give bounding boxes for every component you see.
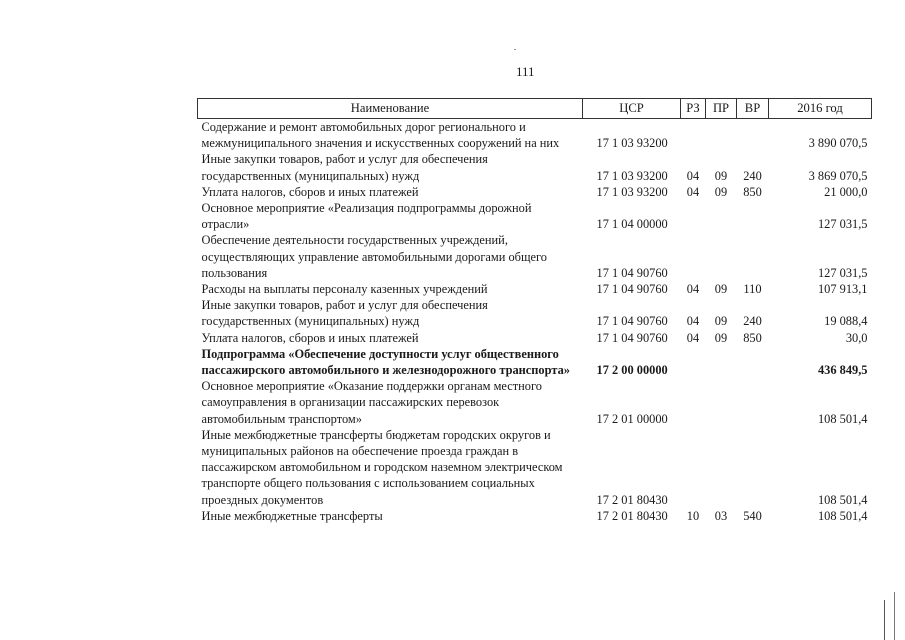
row-amount: 19 088,4 xyxy=(824,314,868,329)
row-vr xyxy=(737,378,769,427)
table-row xyxy=(198,297,872,329)
row-pr: 09 xyxy=(714,314,728,329)
row-name: Иные закупки товаров, работ и услуг для обеспечения государственных (муниципальных) нужд xyxy=(201,298,488,329)
row-rz xyxy=(681,232,706,281)
row-pr: 09 xyxy=(714,184,728,199)
row-vr: 850 xyxy=(743,330,762,345)
row-amount: 127 031,5 xyxy=(817,265,868,280)
row-rz: 04 xyxy=(686,314,700,329)
row-csr: 17 2 01 80430 xyxy=(596,508,668,523)
header-name: Наименование xyxy=(198,99,583,119)
row-vr: 240 xyxy=(743,314,762,329)
header-year: 2016 год xyxy=(769,99,872,119)
row-rz: 04 xyxy=(686,184,700,199)
scan-edge-mark xyxy=(884,600,885,640)
row-csr: 17 1 03 93200 xyxy=(596,136,668,151)
row-rz: 04 xyxy=(686,282,700,297)
table-row xyxy=(198,378,872,427)
row-csr: 17 1 04 90760 xyxy=(596,330,668,345)
row-amount: 30,0 xyxy=(845,330,868,345)
row-rz: 04 xyxy=(686,330,700,345)
row-amount: 3 890 070,5 xyxy=(808,136,868,151)
row-vr xyxy=(737,346,769,378)
row-amount: 3 869 070,5 xyxy=(808,168,868,183)
row-csr: 17 1 04 90760 xyxy=(596,265,668,280)
row-pr xyxy=(706,232,737,281)
row-vr: 110 xyxy=(743,282,762,297)
row-pr xyxy=(706,346,737,378)
row-amount: 108 501,4 xyxy=(817,492,868,507)
row-pr: 09 xyxy=(714,282,728,297)
row-csr: 17 1 04 00000 xyxy=(596,217,668,232)
row-pr: 09 xyxy=(714,330,728,345)
row-rz xyxy=(681,119,706,152)
row-vr xyxy=(737,427,769,508)
header-pr: ПР xyxy=(706,99,737,119)
row-amount: 108 501,4 xyxy=(817,411,868,426)
row-name: Уплата налогов, сборов и иных платежей xyxy=(201,184,419,199)
row-vr: 850 xyxy=(743,184,762,199)
table-row xyxy=(198,508,872,524)
row-vr: 240 xyxy=(743,168,762,183)
row-amount: 108 501,4 xyxy=(817,508,868,523)
row-rz: 04 xyxy=(686,168,700,183)
row-pr xyxy=(706,119,737,152)
row-pr xyxy=(706,427,737,508)
row-pr xyxy=(706,200,737,232)
table-header-row xyxy=(198,99,872,119)
row-name: Иные межбюджетные трансферты xyxy=(201,508,383,523)
row-rz: 10 xyxy=(686,508,700,523)
header-vr: ВР xyxy=(737,99,769,119)
row-name: Подпрограмма «Обеспечение доступности услуг общественного пассажирского автомобильного и железнодорожного транспорта» xyxy=(201,346,570,378)
row-amount: 21 000,0 xyxy=(824,184,868,199)
row-csr: 17 1 03 93200 xyxy=(596,184,668,199)
row-csr: 17 2 00 00000 xyxy=(596,363,668,378)
row-pr: 03 xyxy=(714,508,728,523)
row-name: Иные межбюджетные трансферты бюджетам городских округов и муниципальных районов на обеспечение проезда граждан в пассажирском автомобильном и городском наземном электрическом транспорте общего пользования с использованием социальных проездных документов xyxy=(201,427,563,507)
row-csr: 17 1 04 90760 xyxy=(596,314,668,329)
row-name: Основное мероприятие «Оказание поддержки органам местного самоуправления в организации пассажирских перевозок автомобильным транспортом» xyxy=(201,379,542,426)
table-row xyxy=(198,151,872,183)
row-pr: 09 xyxy=(714,168,728,183)
row-rz xyxy=(681,346,706,378)
row-rz xyxy=(681,378,706,427)
row-amount: 436 849,5 xyxy=(817,363,868,378)
row-name: Иные закупки товаров, работ и услуг для обеспечения государственных (муниципальных) нужд xyxy=(201,152,488,183)
row-name: Содержание и ремонт автомобильных дорог регионального и межмуниципального значения и искусственных сооружений на них xyxy=(201,120,560,151)
table-row xyxy=(198,330,872,346)
scan-speck xyxy=(514,49,516,50)
row-vr xyxy=(737,119,769,152)
table-row xyxy=(198,232,872,281)
scan-edge-mark xyxy=(894,592,895,640)
header-csr: ЦСР xyxy=(583,99,681,119)
row-rz xyxy=(681,200,706,232)
row-csr: 17 2 01 80430 xyxy=(596,492,668,507)
header-rz: РЗ xyxy=(681,99,706,119)
table-row xyxy=(198,184,872,200)
row-csr: 17 1 03 93200 xyxy=(596,168,668,183)
row-csr: 17 2 01 00000 xyxy=(596,411,668,426)
row-vr xyxy=(737,200,769,232)
table-row xyxy=(198,200,872,232)
table-body xyxy=(198,119,872,525)
row-vr: 540 xyxy=(743,508,762,523)
table-row xyxy=(198,119,872,152)
row-name: Расходы на выплаты персоналу казенных учреждений xyxy=(201,282,488,297)
row-name: Основное мероприятие «Реализация подпрограммы дорожной отрасли» xyxy=(201,201,532,232)
row-amount: 127 031,5 xyxy=(817,217,868,232)
row-amount: 107 913,1 xyxy=(817,282,868,297)
row-vr xyxy=(737,232,769,281)
row-csr: 17 1 04 90760 xyxy=(596,282,668,297)
row-pr xyxy=(706,378,737,427)
row-name: Уплата налогов, сборов и иных платежей xyxy=(201,330,419,345)
table-row xyxy=(198,281,872,297)
page-number: 111 xyxy=(516,64,535,79)
budget-table xyxy=(197,98,872,524)
table-row xyxy=(198,427,872,508)
table-row xyxy=(198,346,872,378)
row-rz xyxy=(681,427,706,508)
row-name: Обеспечение деятельности государственных учреждений, осуществляющих управление автомобильными дорогами общего пользования xyxy=(201,233,547,280)
